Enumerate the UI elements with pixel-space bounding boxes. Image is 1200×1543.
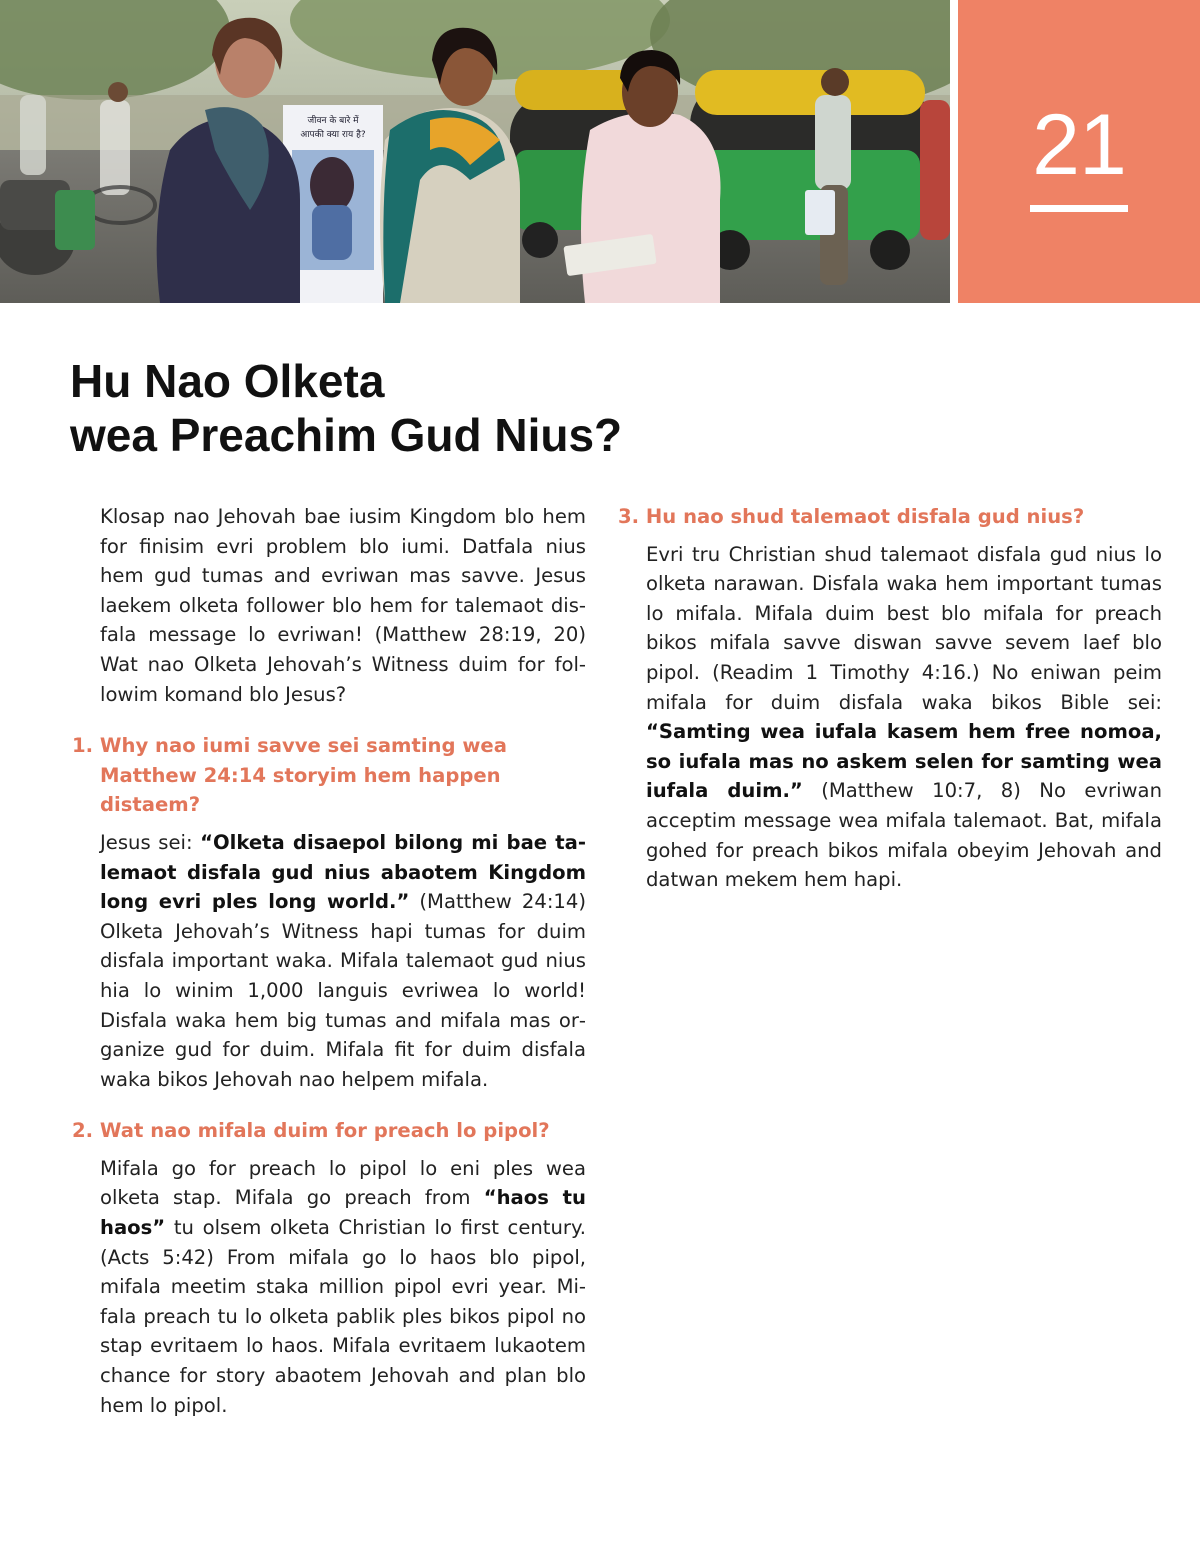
answer-2-text-a: Mifala go for preach lo pipol lo eni ples wea olketa stap. Mifala go preach from [100,1156,586,1210]
answer-1-text-a: Jesus sei: [100,830,201,854]
answer-2 [100,1154,586,1420]
answer-2-text-b: tu olsem olketa Christian lo first century. (Acts 5:42) From mifala go lo haos blo pipol, mifala meetim staka million pipol evri year. Mifala preach tu lo olketa pablik ples bikos pipol no stap evritaem lo haos. Mifala evritaem lukaotem chance for story abaotem Jehovah and plan blo hem lo pipol. [100,1216,586,1417]
answer-1 [100,828,586,1094]
poster-text-2: आपकी क्या राय है? [300,130,366,140]
answer-1-quote: “Olketa disaepol bilong mi bae talemaot disfala gud nius abaotem Kingdom long evri ples long world.” [100,830,586,914]
right-column [618,502,1162,895]
question-3: 3. Hu nao shud talemaot disfala gud nius? [618,505,1085,528]
answer-1-text-b: (Matthew 24:14) Olketa Jehovah’s Witness hapi tumas for duim disfala important waka. Mifala talemaot gud nius hia lo winim 1,000 languis evriwea lo world! Disfala waka hem big tumas and mifala mas organize gud for duim. Mifala fit for duim disfala waka bikos Jehovah nao helpem mifala. [100,890,586,1091]
rickshaw-right [690,70,930,270]
answer-3-text-b: (Matthew 10:7, 8) No evriwan acceptim message wea mifala talemaot. Bat, mifala gohed for preach bikos mifala obeyim Jehovah and datwan mekem hem hapi. [646,779,1162,892]
page-title [70,354,930,462]
title-line-2: wea Preachim Gud Nius? [70,409,623,461]
lesson-number-underline [1030,205,1128,212]
header-photo [0,0,950,303]
answer-3 [646,540,1162,895]
question-2: 2. Wat nao mifala duim for preach lo pipol? [72,1119,550,1143]
answer-2-quote: “haos tu haos” [100,1186,586,1240]
poster-text-1: जीवन के बारे में [307,116,359,126]
street-preaching-illustration [0,0,950,303]
intro-paragraph: Klosap nao Jehovah bae iusim Kingdom blo hem for finisim evri problem blo iumi. Datfala nius hem gud tumas and evriwan mas savve. Jesus laekem olketa follower blo hem for talemaot disfala message lo evriwan! (Matthew 28:19, 20) Wat nao Olketa Jehovah’s Witness duim for followim komand blo Jesus? [100,505,586,706]
question-1: 1. Why nao iumi savve sei samting wea Matthew 24:14 storyim hem happen distaem? [72,734,507,817]
left-column [72,502,586,1420]
answer-3-quote: “Samting wea iufala kasem hem free nomoa, so iufala mas no askem selen for samting wea iufala duim.” [646,720,1162,803]
title-line-1: Hu Nao Olketa [70,355,385,407]
lesson-number: 21 [1032,97,1126,193]
answer-3-text-a: Evri tru Christian shud talemaot disfala gud nius lo olketa narawan. Disfala waka hem important tumas lo mifala. Mifala duim best blo mifala for preach bikos mifala savve diswan savve sevem laef blo pipol. (Readim 1 Timothy 4:16.) No eniwan peim mifala for duim disfala waka bikos Bible sei: [646,542,1162,714]
lesson-number-block [958,0,1200,303]
